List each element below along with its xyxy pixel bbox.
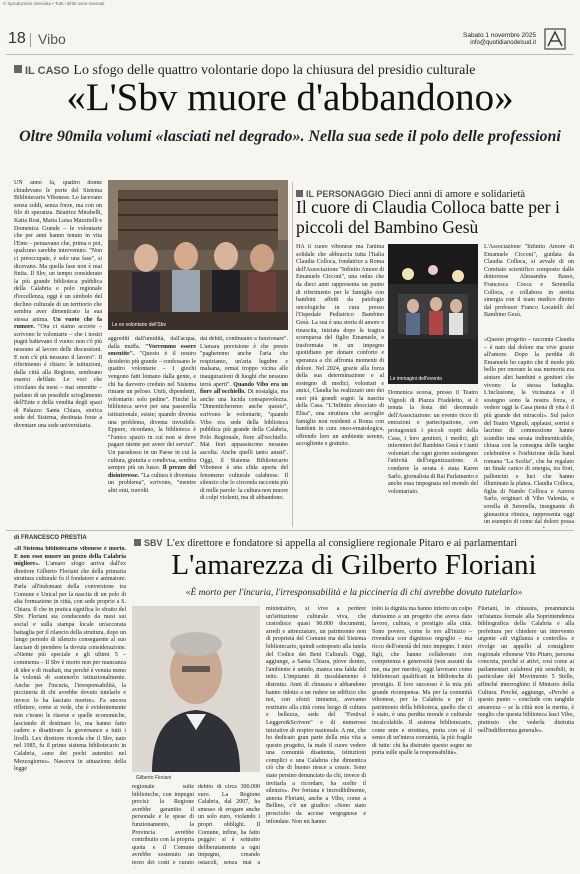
floriani-photo-caption: Gilberto Floriani bbox=[136, 775, 172, 781]
main-col2-subhead: "Vorremmo essere smentite". bbox=[108, 343, 196, 358]
main-col1-subhead: Un vuoto che fa rumore. bbox=[14, 316, 102, 331]
contact-email: info@quotidianodelsud.it bbox=[470, 40, 536, 46]
section-name: Vibo bbox=[38, 31, 66, 47]
floriani-column-5 bbox=[372, 606, 472, 868]
main-col2b-text: "Questo è il nostro desiderio più grande – confessano le quattro volontarie – I giochi vengono fatti lontano dalla gente, e chi ha davvero creduto nel Sistema rimane un peloso. Uniti, dipendenti, volontarie: solo pedine". Finché la biblioteca serve per una passerella istituzionale, esiste; quando diventa una problema, diventa invisibile. Eppure, ricordano, la biblioteca è "l'unico spazio in cui non si deve pagare niente per avere dei servizi". Un paradosso in un Paese in cui la cultura, gratuita e condivisa, sembra sempre più un lusso. bbox=[108, 351, 196, 472]
main-column-2 bbox=[108, 336, 196, 528]
kicker-tag: IL CASO bbox=[25, 65, 70, 77]
floriani-column-1 bbox=[14, 546, 126, 868]
masthead-separator bbox=[30, 33, 31, 47]
main-column-1 bbox=[14, 180, 102, 528]
main-col1b-text: "Ora ci siamo accorte – scrivono le volontarie – che i nostri pugni battevano il vuoto: non c'è più nessuno al lavoro delle discussioni. E non c'è più nessuno il lavoro". Il riferimento è chiaro: le istituzioni, dalla città alla Regione, sembrano essersi defilate. Le voci che circolano da mesi – mai smentite – parlano di un possibile scioglimento dell'Ente e della vendita degli spazi di Palazzo Santa Chiara, storica sede del Sistema, destinata forse a diventare una sede universitaria. bbox=[14, 324, 102, 429]
floriani-column-2 bbox=[132, 784, 194, 868]
main-headline: «L'Sbv muore d'abbandono» bbox=[66, 76, 514, 119]
newspaper-logo-icon bbox=[544, 28, 566, 50]
main-col1-text: UN anno fa, quattro donne chiudevano le porte del Sistema Bibliotecario Vibonese. Lo facevano senza soldi, senza forze, ma con un filo di speranza. Beatrice Mirabelli, Katia Rosi, Maria Luisa Mazzitelli e Domenica Grande – le volontarie che per anni hanno tenuto in vita l'Ente – pensavano che, prima o poi, qualcuno sarebbe intervenuto. "Non ci preoccupate, è solo una fase", si dicevano. Ma quella fase non è mai finita. Il Sbv, un tempo considerato la più grande biblioteca pubblica della Calabria e polo regionale d'eccellenza, oggi è un simbolo del declino culturale di un territorio che sembra aver dimenticato la sua stessa anima. bbox=[14, 180, 102, 323]
floriani-byline: di FRANCESCO PRESTIA bbox=[14, 535, 87, 541]
page-number: 18 bbox=[8, 30, 26, 47]
issue-date: Sabato 1 novembre 2025 bbox=[463, 32, 536, 39]
personaggio-headline: Il cuore di Claudia Colloca batte per i piccoli del Bambino Gesù bbox=[296, 197, 560, 237]
main-col3b-text: Di nostalgia, ma anche una lucida consapevolezza. "Dimenticheremo anche questo", scrivono le volontarie, "quando Vibo era sede della biblioteca pubblica più grande della Calabria, Polo Regionale, fiore all'occhiello. Mai fiori appassiscono nessuno ascolta. Anche quelli tanto amati". Oggi, il Sistema Bibliotecario Vibonese è una sfida aperta del fenomeno culturale calabrese. Il silenzio che lo circonda racconta più di mille parole: la cultura non muore di colpi violenti, ma di abbandono. bbox=[200, 389, 288, 502]
personaggio-column-3 bbox=[484, 244, 574, 334]
personaggio-kicker-tag: IL PERSONAGGIO bbox=[306, 189, 385, 199]
personaggio-col3c-text: Claudia Colloca, figlia di Nando Colloca e Aurora Sarlo, originari di Vibo Valentia, e sorella di Serenella, insegnante di ginnastica ritmica, rappresenta oggi un esempio di come dal dolore possa bbox=[484, 481, 574, 526]
main-col3-text: dai debiti, continuano a funzionare". L'amara previsione è che presto "pagheremo anche l'aria che respiriamo, un'aria lugubre e malsana, ormai troppo vicina alle inaugurazioni di luoghi che nessuno terrà aperti". bbox=[200, 336, 288, 388]
main-photo bbox=[108, 180, 288, 330]
main-col2-subhead-2: Il prezzo del disinteresse. bbox=[108, 465, 196, 479]
floriani-col4b-text: Per fortuna e incredibilmente, annota Floriani, anche a Vibo, come a Bellino, c'è un giudice: «Sono stato prosciolto da accuse vergognose e infondate. Non mi hanno bbox=[266, 788, 366, 825]
personaggio-photo bbox=[388, 244, 478, 384]
main-col3-subhead: Quando Vibo era un fiore all'occhiello. bbox=[200, 381, 288, 396]
main-column-3 bbox=[200, 336, 288, 528]
personaggio-column-1 bbox=[296, 244, 384, 528]
floriani-col2-text: regionale sulle biblioteche, con impegni precisi: la Regione avrebbe garantito il personale e le spese di funzionamento, la Provincia avrebbe contribuito con la propria quota e il Comune avrebbe sostenuto un terzo dei costi e curato bbox=[132, 784, 194, 866]
column-divider bbox=[292, 182, 293, 527]
main-subhead: Oltre 90mila volumi «lasciati nel degrado». Nella sua sede il polo delle professioni bbox=[19, 128, 561, 145]
main-photo-caption: Le ex volontarie dell'Sbv bbox=[112, 322, 167, 328]
personaggio-col3-text: L'Associazione "Infinito Amore di Emanuele Cicconi", guidata da Claudia Colloca, si avvale di un Comitato scientifico composto dalle dottoresse Alessandra Basso, Francesca Cocca e Serenella Colloca, e collabora in stretta sinergia con il team medico diretto dal professor Franco Locatelli del Bambino Gesù. bbox=[484, 244, 574, 319]
kicker-text: Lo sfogo delle quattro volontarie dopo la chiusura del presidio culturale bbox=[73, 63, 476, 78]
kicker-square-icon bbox=[134, 539, 141, 546]
personaggio-column-4 bbox=[484, 337, 574, 528]
personaggio-column-2 bbox=[388, 390, 478, 528]
floriani-col1-lead: «Il Sistema bibliotecario vibonese è morto. E non esso muore un pezzo della Calabria migliore». bbox=[14, 546, 126, 568]
floriani-col5-text: tolto la dignità ma hanno inferto un colpo durissimo a un progetto che aveva dato lavoro, cultura, e prestigio alla città. Sono povero, come lo ero all'inizio – rivendica con dignitoso orgoglio – ma ricco dell'onestà del mio impegno. I miei figli, che hanno collaborato con competenza e generosità (non assunti da me, ma per merito), oggi lavorano come bibliotecari qualificati in biblioteche di prestigio. Il loro successo è la mia più grande ricompensa. Ma per la comunità vibonese, per la Calabria e per il patrimonio della biblioteca, quello che ci è stato, è una perdita morale e culturale incalcolabile. Il sistema bibliotecario, come ente e struttura, porta con sé il senso di un'intera comunità, la più fragile di tutte: chi ha distrutto questo sogno ne porta sulle spalle la responsabilità». bbox=[372, 606, 472, 757]
floriani-subhead: «È morto per l'incuria, l'irresponsabilità e la piccineria di chi avrebbe dovuto tutelarlo» bbox=[185, 588, 523, 598]
floriani-photo bbox=[132, 606, 260, 772]
personaggio-col1-text: HA il cuore vibonese ma l'anima solidale che abbraccia tutta l'Italia Claudia Colloca, fondatrice a Roma dell'Associazione "Infinito Amore di Emanuele Cicconi", una onlus che da dieci anni rappresenta un punto di riferimento per le famiglie con bambini affetti da patologie oncologiche in cura presso l'Ospedale Pediatrico Bambino Gesù. bbox=[296, 244, 384, 326]
masthead-rule bbox=[6, 54, 574, 55]
personaggio-col1b-text: La sua è una storia di amore e rinascita, iniziata dopo la tragica scomparsa del figlio Emanuele, e trasformata in un impegno quotidiano per donare conforto e speranza a chi affronta momenti di dolore. Nel 2024, grazie alla forza della sua determinazione e al sostegno di medici, volontari e amici, Claudia ha realizzato uno dei suoi più grandi sogni: la nascita della Casa. "L'Infinito sbocciato di Elisa", una struttura che accoglie famiglie non residenti a Roma con bambini in cura onco-ematologica, offrendo loro un ambiente sereno, accogliente e gratuito. bbox=[296, 319, 384, 448]
floriani-col5b-text: Floriani, in chiusura, preannuncia un'istanza formale alla Soprintendenza bibliografica della Calabria e alla prefettura per chiedere un intervento urgente «di vigilanza e controllo» e rivolge un appello al consigliere regionale vibonese Vito Pitaro, persona concreta, perché si attivi, così come ai parlamentari calabresi più sensibili, in particolare del Movimento 5 Stelle, affinché interroghino il Ministro della Cultura. Perché, aggiunge, «Perché a questo punto – conclude con tanghile amarezza – se la città non la merita, è meglio che questa biblioteca lasci Vibo, piuttosto che vederla distrutta nell'indifferenza generale». bbox=[478, 606, 574, 734]
main-col2-text: aggrediti dall'umidità, dall'acqua, dalla muffa. bbox=[108, 336, 196, 350]
floriani-headline: L'amarezza di Gilberto Floriani bbox=[171, 549, 537, 581]
section-rule bbox=[6, 530, 574, 531]
personaggio-col2-text: Domenica scorsa, presso il Teatro Vignoli di Piazza Fradeletto, si è tenuta la festa del decennale dell'Associazione: un evento ricco di emozioni e partecipazione, con protagonisti i piccoli ospiti della Casa, i loro genitori, i medici, gli infermieri del Bambino Gesù e i tanti volontari che ogni giorno sostengono l'attività dell'organizzazione. A condurre la serata è stata Karen Sarlo, giornalista di Rai Parlamento e anche essa impegnata nel mondo del volontariato. bbox=[388, 390, 478, 495]
floriani-kicker-tag: SBV bbox=[144, 538, 163, 548]
copyright-notice: © riproduzione riservata • Tutti i diritti sono riservati bbox=[3, 1, 105, 6]
floriani-column-6 bbox=[478, 606, 574, 868]
floriani-column-3 bbox=[198, 784, 260, 868]
floriani-kicker-text: L'ex direttore e fondatore si appella al consigliere regionale Pitaro e ai parlamentari bbox=[166, 538, 518, 549]
kicker-square-icon bbox=[14, 65, 22, 73]
floriani-column-4 bbox=[266, 606, 366, 868]
masthead bbox=[6, 30, 576, 52]
personaggio-col3b-text: «Questo progetto – racconta Claudia – è nato dal dolore ma vive grazie all'amore. Dopo la perdita di Emanuele ho capito che il modo più bello per onorare la sua memoria era aiutare altri bambini e genitori che vivono la stessa battaglia. L'inclusione, la vicinanza e il sostegno sono la nostra forza, e vedere oggi la Casa piena di vita è il più grande dei miracoli». Sul palco del Teatro Vignoli, applausi, sorrisi e lacrime di commozione hanno scandito una serata indimenticabile, chiusa con la consegna delle targhe celebrative e l'esibizione della band romana "La Scelta", che ha regalato un finale carico di energia, tra fiori, palloncini e luci che hanno illuminato la platea. bbox=[484, 337, 574, 488]
kicker-square-icon bbox=[296, 190, 303, 197]
personaggio-kicker-text: Dieci anni di amore e solidarietà bbox=[388, 189, 526, 200]
floriani-col4-text: ministrativo, si vive a perdere un'istituzione culturale viva, che custodisce quasi 90.000 documenti, arredi e attrezzature, un patrimonio non di proprietà del Comune ma del Sistema bibliotecario, quindi sottoposto alla tutela del Codice dei Beni Culturali. Oggi, aggiunge, a Santa Chiara, piove dentro, l'ambiente è umido, manca una falda del tetto. L'impianto di riscaldamento è distrutto. Anni di chiusura e abbandono hanno ridotto a un rudere un edificio che noi, con sforzi immensi, avevamo restituito alla città come luogo di cultura e bellezza, sede del "Festival Leggere&Scrivere" e di numerose iniziative di respiro nazionale. A me, che ho dedicato gran parte della mia vita a questo progetto, fa male il cuore vedere una comunità disattenta, istituzioni complici e una Calabria che dimentica ciò che di buono riesce a creare. Sono stato persino denunciato da chi, invece di invitarla a ricordare, ha scelto il silenzio». bbox=[266, 606, 366, 795]
main-col2c-text: "La cultura è diventata un problema", scrivono, "mentre altri enti, travolti bbox=[108, 472, 196, 494]
personaggio-photo-caption: Le immagini dell'evento bbox=[390, 376, 443, 382]
floriani-col3-text: debito di circa 300.000 euro. La Regione Calabria, dal 2007, ha smesso di erogare anche un solo euro, violando i propri obblighi. Il Comune, infine, ha fatto peggio: si è sottratto deliberatamente a ogni impegno, creando ostacoli, senza mai a bbox=[198, 784, 260, 866]
floriani-col1b-text: L'amaro sfogo arriva dall'ex direttore Gilberto Floriani che della primaria struttura culturale fu il fondatore e animatore. Parla all'indomani della conversione tra Comune e Unical per la nascita di un polo di alta formazione in città, con sede proprio a S. Chiara. Il che in pratica significa lo sfratto del Sbv. Floriani sta conducendo da mesi sui social e sulla stampa locale un'accorata battaglia per il rilancio della struttura, dopo un lungo periodo di silenzio conseguente al suo lasciare di prendere la dovuta considerazione. «Niente più speciale e gli ultimi 5 – commenta – Il Sbv è morto non per mancanza di idee e di risultati, ma perché è venuta meno la volontà di sostenerlo istituzionalmente. Anche per l'incuria, l'irresponsabilità, la piccineria di chi avrebbe dovuto tutelarlo e invece lo ha lasciato morire». Fa ancora riflettere, come si vede, che è evidentemente non c'erano le risorse e quelle economiche, lasciando di destinare lo, ma hanno fatto cadere e disattivare la governance a tutti i livelli. Lex direttore ricorda che il Sbv, nato nel 1985, fu il primo sistema bibliotecario in Calabria, «uno dei pochi autentici nel Mezzogiorno». Nasceva in attuazione della legge bbox=[14, 561, 126, 773]
